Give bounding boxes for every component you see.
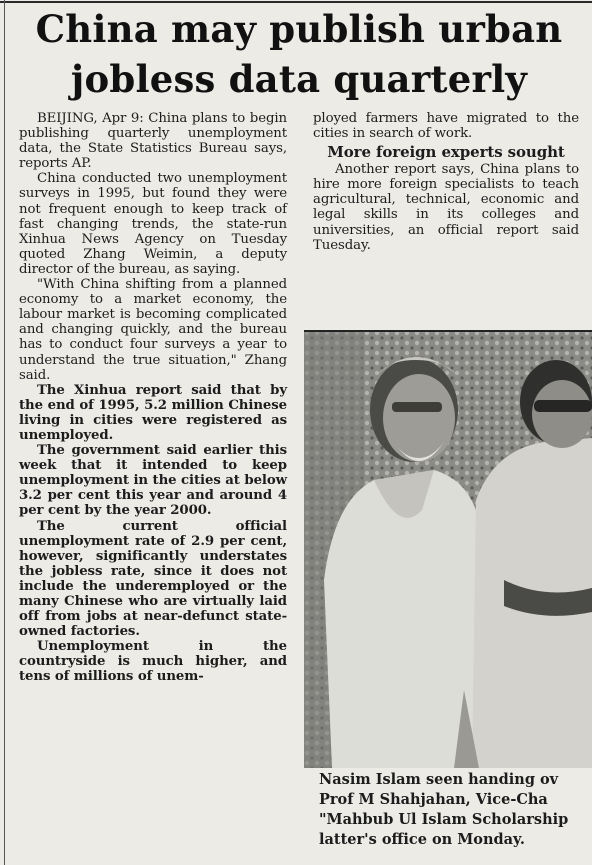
paragraph-official-rate: The current official unemployment rate of 2.9 per cent, however, significantly understates the jobless rate, since it does not include the underemployed or the many Chinese who are virtually laid off from jobs at near-defunct state-owned factories. [19, 518, 287, 640]
photo-top-border [304, 330, 592, 332]
news-photo [304, 330, 592, 768]
left-column-rule [4, 0, 5, 865]
top-rule [0, 1, 592, 3]
headline [10, 4, 588, 104]
caption-line-3: "Mahbub Ul Islam Scholarship [319, 811, 569, 828]
article-column-2 [313, 111, 579, 253]
photo-caption [319, 770, 592, 850]
paragraph-registered: The Xinhua report said that by the end of 1995, 5.2 million Chinese living in cities were registered as unemployed. [19, 382, 287, 443]
caption-line-2: Prof M Shahjahan, Vice-Cha [319, 791, 548, 808]
headline-line-2: jobless data quarterly [70, 57, 528, 101]
headline-line-1: China may publish urban [35, 7, 563, 51]
paragraph-foreign-experts: Another report says, China plans to hire more foreign specialists to teach agricultural, technical, economic and legal skills in its colleges and universities, an official report said Tuesday. [313, 162, 579, 253]
paragraph-surveys: China conducted two unemployment surveys in 1995, but found they were not frequent enough to keep track of fast changing trends, the state-run Xinhua News Agency on Tuesday quoted Zhang Weimin, a deputy director of the bureau, as saying. [19, 171, 287, 277]
caption-line-1: Nasim Islam seen handing ov [319, 771, 559, 788]
photo-image [304, 330, 592, 768]
subheading: More foreign experts sought [327, 143, 565, 162]
paragraph-dateline: BEIJING, Apr 9: China plans to begin publishing quarterly unemployment data, the State Statistics Bureau says, reports AP. [19, 111, 287, 172]
paragraph-government: The government said earlier this week that it intended to keep unemployment in the cities at below 3.2 per cent this year and around 4 per cent by the year 2000. [19, 443, 287, 519]
paragraph-countryside: Unemployment in the countryside is much higher, and tens of millions of unem- [19, 639, 287, 685]
caption-line-4: latter's office on Monday. [319, 831, 525, 848]
paragraph-continuation: ployed farmers have migrated to the cities in search of work. [313, 111, 579, 142]
paragraph-quote: "With China shifting from a planned economy to a market economy, the labour market is becoming complicated and changing quickly, and the bureau has to conduct four surveys a year to understand the true situation," Zhang said. [19, 277, 287, 383]
article-column-1 [19, 111, 287, 685]
